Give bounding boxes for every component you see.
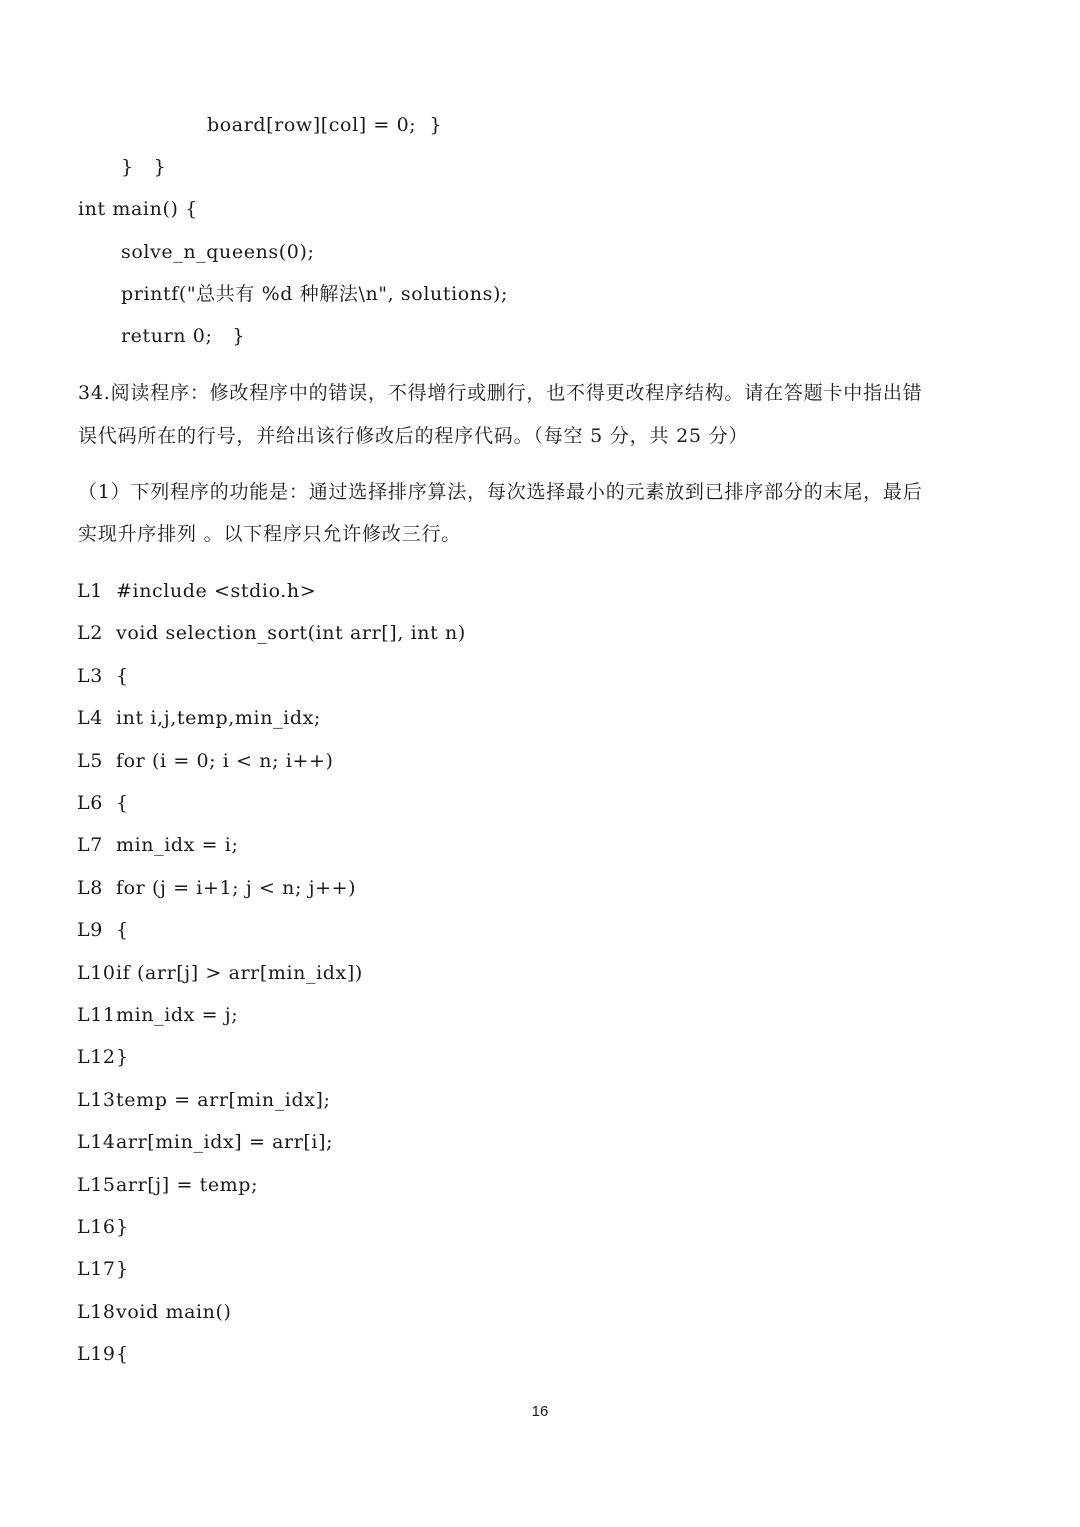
code-line-return: return 0; } [121, 325, 246, 347]
program-line [77, 663, 129, 689]
code-line-solve-call: solve_n_queens(0); [121, 241, 315, 263]
line-code: min_idx = j; [116, 1004, 239, 1026]
program-line [77, 620, 466, 646]
question-34-text-line-1: 34.阅读程序：修改程序中的错误，不得增行或删行，也不得更改程序结构。请在答题卡中指出错 [78, 382, 923, 404]
line-code: { [116, 919, 129, 941]
line-number-label: L10 [77, 962, 116, 984]
line-number-label: L15 [77, 1174, 116, 1196]
subquestion-1-text-line-2: 实现升序排列 。以下程序只允许修改三行。 [78, 523, 462, 545]
line-code: for (i = 0; i < n; i++) [116, 750, 334, 772]
line-code: { [116, 665, 129, 687]
code-line-printf: printf("总共有 %d 种解法\n", solutions); [121, 283, 508, 305]
line-number-label: L2 [77, 622, 103, 644]
line-code: void main() [116, 1301, 232, 1323]
line-number-label: L1 [77, 580, 103, 602]
question-34-text-line-2: 误代码所在的行号，并给出该行修改后的程序代码。（每空 5 分，共 25 分） [78, 425, 749, 447]
program-line [77, 790, 129, 816]
line-code: temp = arr[min_idx]; [116, 1089, 331, 1111]
program-line [77, 875, 356, 901]
program-line [77, 832, 238, 858]
line-number-label: L3 [77, 665, 103, 687]
line-code: { [116, 1343, 129, 1365]
line-number-label: L7 [77, 834, 103, 856]
program-line [77, 705, 321, 731]
line-code: } [116, 1216, 129, 1238]
line-number-label: L16 [77, 1216, 116, 1238]
program-line [77, 1044, 129, 1070]
program-line [77, 748, 334, 774]
program-line [77, 1256, 129, 1282]
line-number-label: L4 [77, 707, 103, 729]
line-code: int i,j,temp,min_idx; [116, 707, 321, 729]
line-code: for (j = i+1; j < n; j++) [116, 877, 357, 899]
line-code: #include <stdio.h> [116, 580, 317, 602]
line-number-label: L8 [77, 877, 103, 899]
line-number-label: L13 [77, 1089, 116, 1111]
line-code: void selection_sort(int arr[], int n) [116, 622, 466, 644]
program-line [77, 578, 316, 604]
line-number-label: L14 [77, 1131, 116, 1153]
program-line [77, 1002, 238, 1028]
line-code: } [116, 1258, 129, 1280]
line-number-label: L5 [77, 750, 103, 772]
code-line-main-signature: int main() { [78, 198, 198, 220]
line-code: min_idx = i; [116, 834, 239, 856]
code-line-board-reset: board[row][col] = 0; } [207, 114, 443, 136]
line-number-label: L9 [77, 919, 103, 941]
line-code: if (arr[j] > arr[min_idx]) [116, 962, 363, 984]
line-code: arr[j] = temp; [116, 1174, 259, 1196]
program-line [77, 1214, 129, 1240]
line-number-label: L17 [77, 1258, 116, 1280]
program-line [77, 917, 129, 943]
program-line [77, 1341, 129, 1367]
subquestion-1-text-line-1: （1）下列程序的功能是：通过选择排序算法，每次选择最小的元素放到已排序部分的末尾，最后 [78, 481, 923, 503]
program-line [77, 960, 363, 986]
line-code: { [116, 792, 129, 814]
line-number-label: L12 [77, 1046, 116, 1068]
code-line-closing-braces: } } [121, 156, 167, 178]
program-line [77, 1172, 258, 1198]
program-line [77, 1087, 331, 1113]
line-number-label: L6 [77, 792, 103, 814]
page-number: 16 [531, 1403, 549, 1420]
program-line [77, 1299, 232, 1325]
program-line [77, 1129, 333, 1155]
line-code: } [116, 1046, 129, 1068]
line-number-label: L18 [77, 1301, 116, 1323]
line-number-label: L19 [77, 1343, 116, 1365]
line-number-label: L11 [77, 1004, 116, 1026]
line-code: arr[min_idx] = arr[i]; [116, 1131, 334, 1153]
